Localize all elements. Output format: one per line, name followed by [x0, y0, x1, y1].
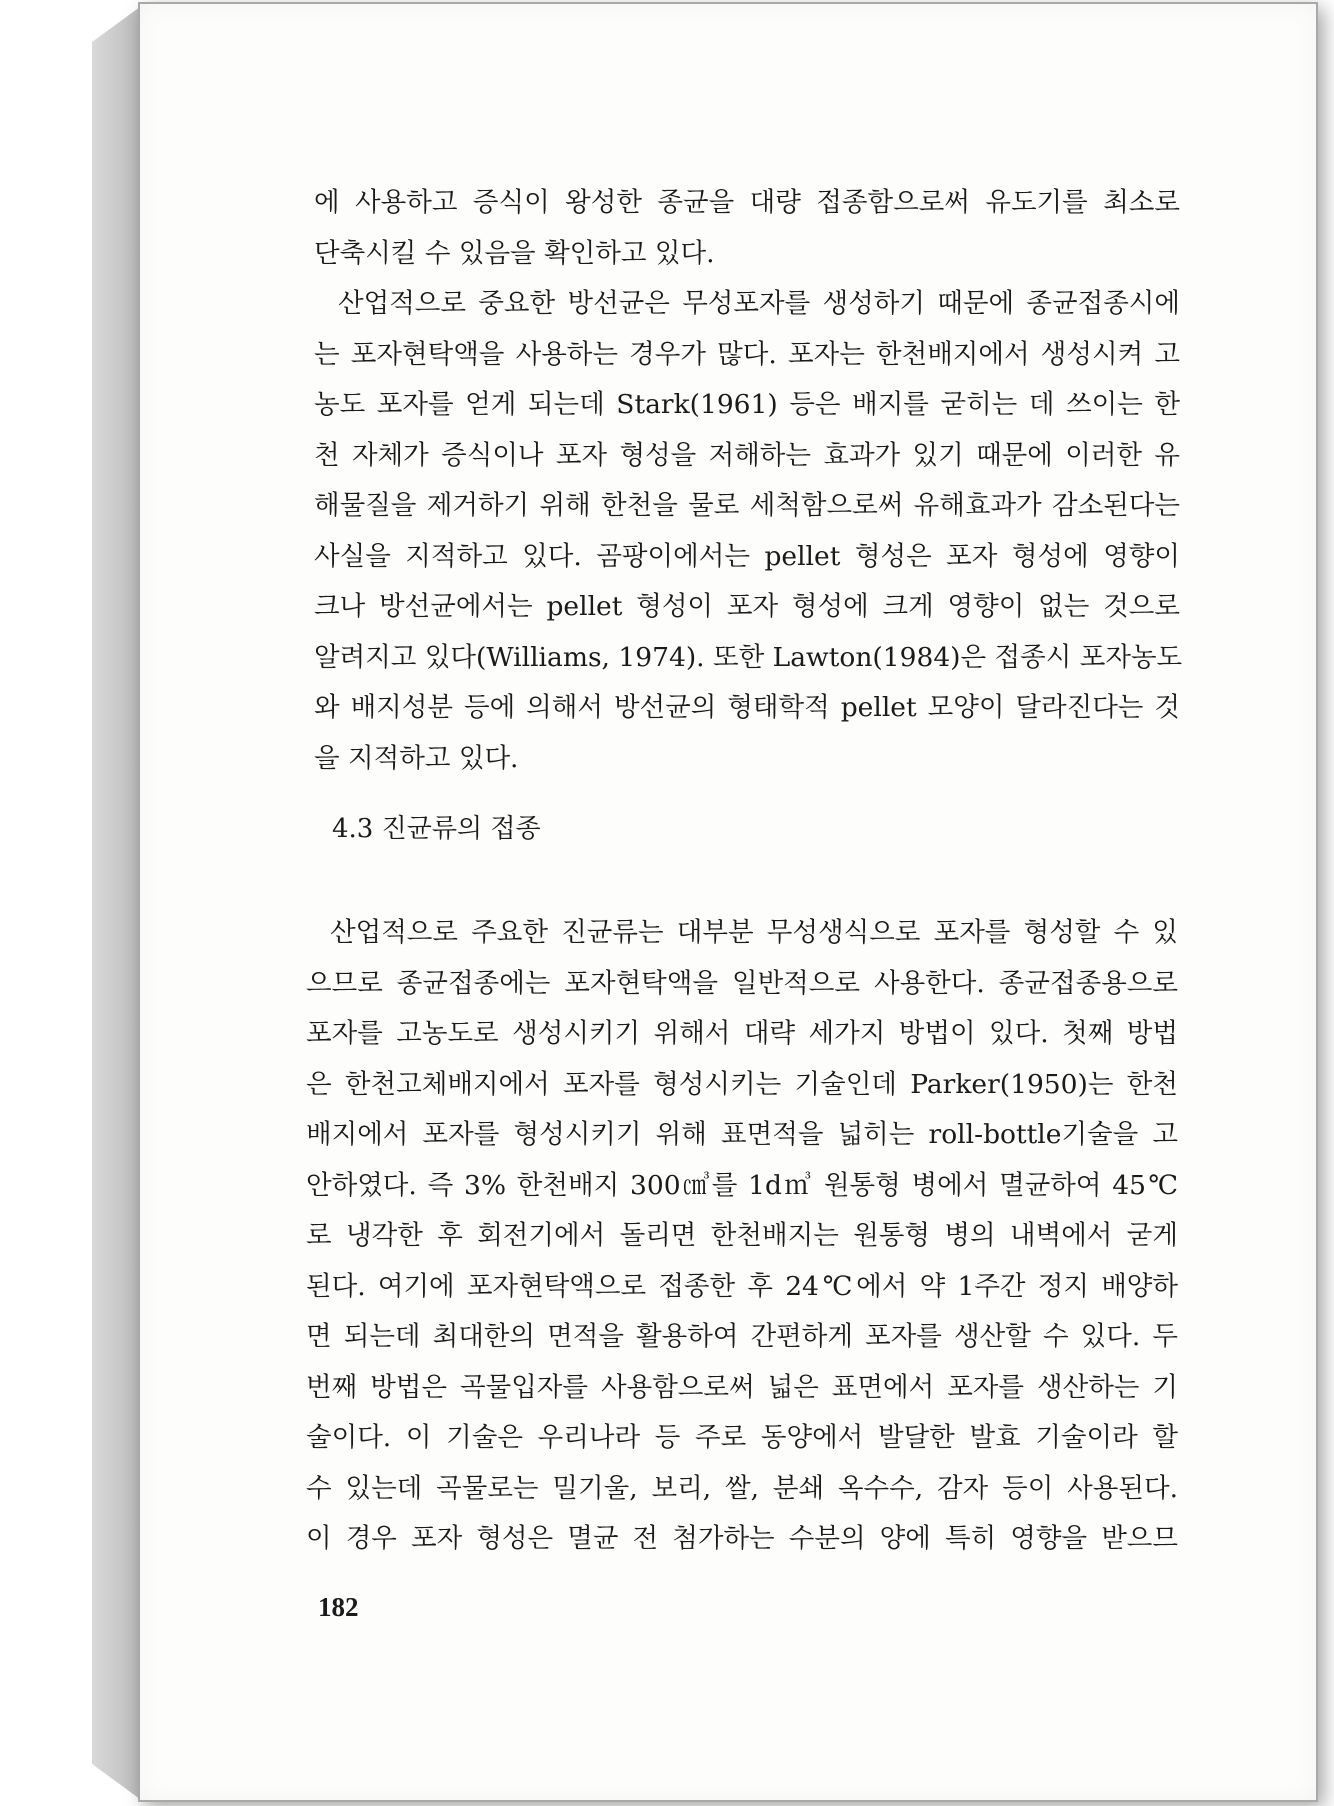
text-line: 된다. 여기에 포자현탁액으로 접종한 후 24℃에서 약 1주간 정지 배양하 [306, 1270, 1178, 1302]
text-line: 산업적으로 주요한 진균류는 대부분 무성생식으로 포자를 형성할 수 있 [330, 917, 1178, 948]
text-line: 알려지고 있다(Williams, 1974). 또한 Lawton(1984)은 접종시 포자농도 [314, 641, 1183, 673]
text-line: 와 배지성분 등에 의해서 방선균의 형태학적 pellet 모양이 달라진다는 것 [314, 692, 1180, 723]
page-number: 182 [318, 1592, 359, 1622]
paragraph-1 [314, 180, 1183, 786]
text-line: 포자를 고농도로 생성시키기 위해서 대략 세가지 방법이 있다. 첫째 방법 [306, 1018, 1178, 1049]
text-line: 을 지적하고 있다. [314, 742, 519, 774]
text-line: 해물질을 제거하기 위해 한천을 물로 세척함으로써 유해효과가 감소된다는 [314, 490, 1180, 521]
book-spine [92, 4, 144, 1802]
text-line: 사실을 지적하고 있다. 곰팡이에서는 pellet 형성은 포자 형성에 영향이 [314, 540, 1180, 572]
text-line: 이 경우 포자 형성은 멸균 전 첨가하는 수분의 양에 특히 영향을 받으므 [306, 1523, 1178, 1554]
text-line: 번째 방법은 곡물입자를 사용함으로써 넓은 표면에서 포자를 생산하는 기 [306, 1371, 1178, 1403]
section-heading: 4.3 진균류의 접종 [332, 814, 541, 844]
text-line: 으므로 종균접종에는 포자현탁액을 일반적으로 사용한다. 종균접종용으로 [306, 967, 1178, 999]
text-line: 산업적으로 중요한 방선균은 무성포자를 생성하기 때문에 종균접종시에 [338, 288, 1180, 319]
text-line: 술이다. 이 기술은 우리나라 등 주로 동양에서 발달한 발효 기술이라 할 [306, 1422, 1178, 1453]
text-line: 크나 방선균에서는 pellet 형성이 포자 형성에 크게 영향이 없는 것으로 [314, 591, 1180, 622]
text-line: 에 사용하고 증식이 왕성한 종균을 대량 접종함으로써 유도기를 최소로 [314, 187, 1180, 218]
paragraph-2 [306, 908, 1178, 1565]
text-line: 천 자체가 증식이나 포자 형성을 저해하는 효과가 있기 때문에 이러한 유 [314, 439, 1180, 471]
text-line: 안하였다. 즉 3% 한천배지 300㎤를 1d㎥ 원통형 병에서 멸균하여 45℃ [306, 1169, 1178, 1201]
text-line: 로 냉각한 후 회전기에서 돌리면 한천배지는 원통형 병의 내벽에서 굳게 [306, 1220, 1178, 1251]
text-line: 농도 포자를 얻게 되는데 Stark(1961) 등은 배지를 굳히는 데 쓰이는 한 [314, 389, 1180, 420]
text-line: 배지에서 포자를 형성시키기 위해 표면적을 넓히는 roll-bottle기술을 고 [306, 1119, 1178, 1150]
text-line: 수 있는데 곡물로는 밀기울, 보리, 쌀, 분쇄 옥수수, 감자 등이 사용된다. [306, 1472, 1178, 1504]
text-line: 단축시킬 수 있음을 확인하고 있다. [314, 237, 715, 269]
text-line: 면 되는데 최대한의 면적을 활용하여 간편하게 포자를 생산할 수 있다. 두 [306, 1321, 1178, 1352]
text-line: 는 포자현탁액을 사용하는 경우가 많다. 포자는 한천배지에서 생성시켜 고 [314, 338, 1180, 370]
text-line: 은 한천고체배지에서 포자를 형성시키는 기술인데 Parker(1950)는 한천 [306, 1068, 1178, 1100]
